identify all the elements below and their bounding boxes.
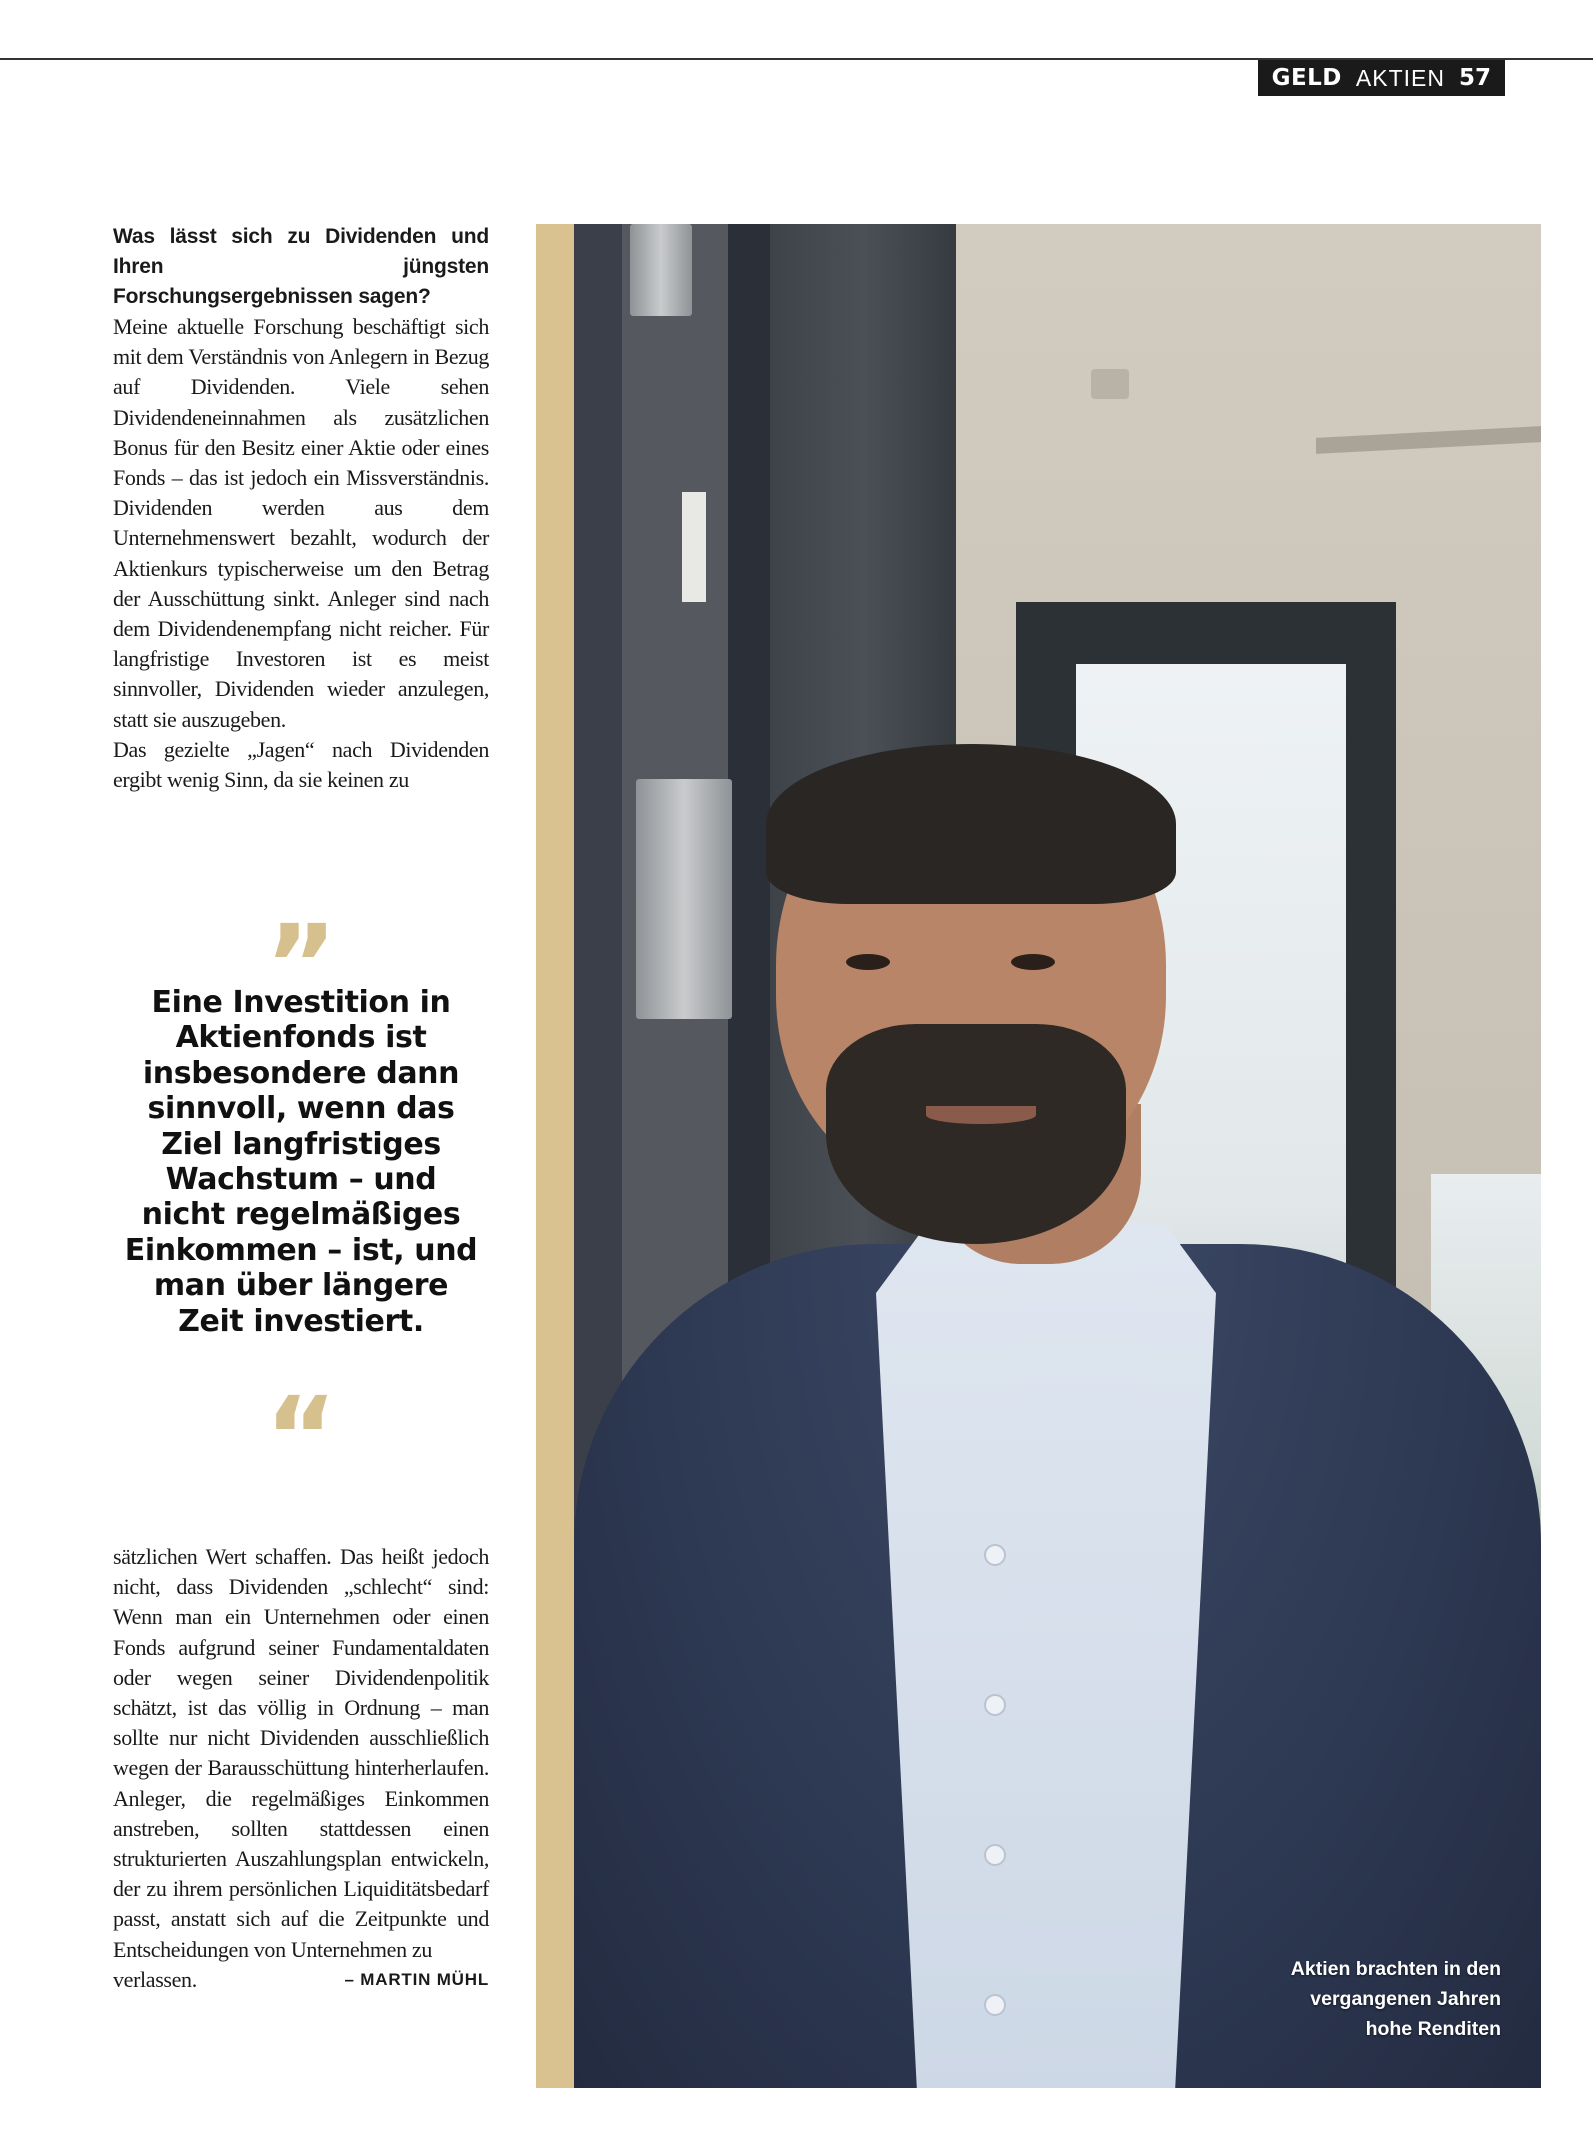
photo-door-label [682,492,706,602]
section-header [1258,60,1505,96]
paragraph-2: Das gezielte „Jagen“ nach Dividenden ergibt wenig Sinn, da sie keinen zu [113,736,489,793]
subsection-label: AKTIEN [1355,64,1445,91]
portrait-photo [536,224,1541,2088]
last-word: verlassen. [113,1966,197,1992]
photo-person-shirt [876,1224,1216,2088]
article-text-bottom [113,1542,489,1995]
photo-shirt-button [984,1544,1006,1566]
section-label: GELD [1271,65,1342,91]
author-byline: – MARTIN MÜHL [344,1969,489,1989]
photo-person-eye [1011,954,1055,970]
photo-person-hair [766,744,1176,904]
photo-person-mouth [926,1106,1036,1124]
paragraph-1: Meine aktuelle Forschung beschäftigt sich mit dem Verständnis von Anlegern in Bezug auf Dividenden. Viele sehen Dividendeneinnahmen als zusätzlichen Bonus für den Besitz einer Aktie oder eines Fonds – das ist jedoch ein Missverständnis. Dividenden werden aus dem Unternehmenswert bezahlt, wodurch der Aktienkurs typischerweise um den Betrag der Ausschüttung sinkt. Anleger sind nach dem Dividendenempfang nicht reicher. Für langfristige Investoren ist es meist sinnvoller, Dividenden wieder anzulegen, statt sie auszugeben. [113,314,489,732]
photo-ceiling-lamp [1091,369,1129,399]
interview-question: Was lässt sich zu Dividenden und Ihren jüngsten Forschungsergebnissen sagen? [113,225,489,308]
quote-open-mark: ” [264,901,338,1029]
photo-person-eye [846,954,890,970]
photo-shirt-button [984,1844,1006,1866]
photo-shirt-button [984,1694,1006,1716]
photo-person-beard [826,1024,1126,1244]
article-text-top [113,312,489,795]
photo-hinge-middle [636,779,732,1019]
paragraph-3: sätzlichen Wert schaffen. Das heißt jedoch nicht, dass Dividenden „schlecht“ sind: Wenn man ein Unternehmen oder einen Fonds aufgrund seiner Fundamentaldaten oder wegen seiner Dividendenpolitik schätzt, ist das völlig in Ordnung – man sollte nur nicht Dividenden ausschließlich wegen der Barausschüttung hinterherlaufen. Anleger, die regelmäßiges Einkommen anstreben, sollten stattdessen einen strukturierten Auszahlungsplan entwickeln, der zu ihrem persönlichen Liquiditätsbedarf passt, anstatt sich auf die Zeitpunkte und Entscheidungen von Unternehmen zu [113,1544,489,1962]
photo-shirt-button [984,1994,1006,2016]
photo-hinge-top [630,224,692,316]
photo-caption: Aktien brachten in den vergangenen Jahren hohe Renditen [1290,1958,1501,2040]
gold-accent-strip [536,224,574,2088]
quote-close-mark: “ [264,1373,338,1501]
page-number: 57 [1458,65,1491,91]
pull-quote: Eine Investition in Aktienfonds ist insbesondere dann sinnvoll, wenn das Ziel langfristiges Wachstum – und nicht regelmäßiges Einkommen – ist, und man über längere Zeit investiert. [124,985,478,1339]
closing-line [113,1965,489,1995]
